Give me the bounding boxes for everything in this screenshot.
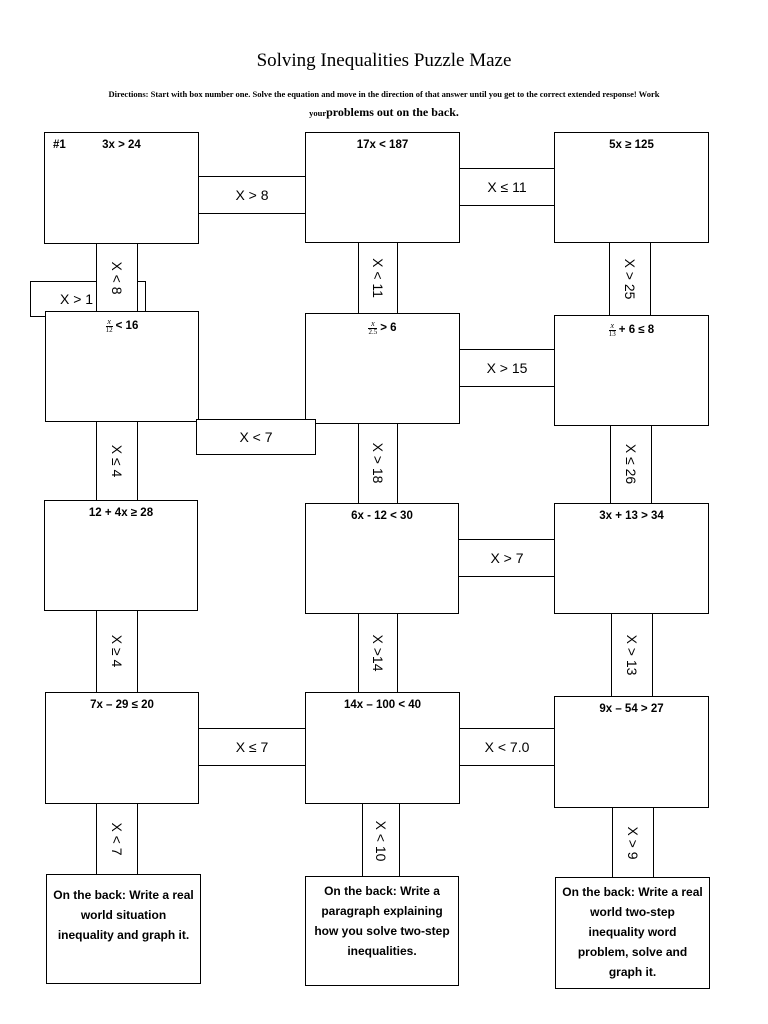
- connector-r1-c1-c2: [197, 176, 307, 214]
- puzzle-box-r4-c1: [45, 692, 199, 804]
- box-equation: 12 + 4x ≥ 28: [88, 507, 154, 519]
- directions-word: your: [309, 108, 327, 118]
- puzzle-box-r2-c3: [554, 315, 709, 426]
- answer-text: On the back: Write a paragraph explaining how you solve two-step inequalities.: [314, 884, 450, 958]
- fraction-denominator: 2.5: [368, 328, 378, 336]
- connector-label: X > 8: [235, 187, 269, 203]
- box-equation: 14x – 100 < 40: [343, 699, 422, 711]
- connector-c3-r3-r4: [611, 612, 653, 697]
- connector-c1-r4-r5: [96, 802, 138, 876]
- puzzle-box-r3-c3: [554, 503, 709, 614]
- directions-line-1: Directions: Start with box number one. Solve the equation and move in the direction of that answer until you get to the correct extended response! Work: [108, 89, 660, 99]
- fraction: [368, 320, 377, 336]
- connector-c2-r3-r4: [358, 612, 398, 694]
- connector-label: X < 7: [109, 822, 125, 856]
- puzzle-box-r1-c2: [305, 132, 460, 243]
- puzzle-box-r4-c3: [554, 696, 709, 808]
- connector-r1-c2-c3: [458, 168, 556, 206]
- box-equation: 6x - 12 < 30: [351, 510, 413, 522]
- connector-r3-c2-c3: [458, 539, 556, 577]
- puzzle-box-r3-c1: [44, 500, 198, 611]
- box-equation: > 6: [380, 322, 397, 335]
- connector-label: X < 8: [109, 261, 125, 295]
- box-equation: 17x < 187: [356, 139, 409, 151]
- connector-c2-r1-r2: [358, 241, 398, 315]
- connector-c1-r2-r3: [96, 420, 138, 502]
- box-equation: 3x > 24: [102, 139, 141, 151]
- answer-box-3: [555, 877, 710, 989]
- connector-label: X > 25: [622, 258, 638, 300]
- connector-label: X > 9: [625, 825, 641, 860]
- connector-label: X > 18: [370, 442, 386, 484]
- connector-label: X < 7.0: [484, 739, 530, 755]
- connector-label: X ≤ 7: [235, 739, 269, 755]
- fraction: [106, 318, 113, 334]
- connector-c1-r3-r4: [96, 609, 138, 693]
- fraction: [609, 322, 616, 338]
- puzzle-box-r2-c1: [45, 311, 199, 422]
- connector-c2-r2-r3: [358, 421, 398, 505]
- connector-label: X >14: [370, 634, 386, 672]
- fraction-denominator: 13: [608, 330, 616, 338]
- fraction-denominator: 12: [105, 326, 113, 334]
- answer-text: On the back: Write a real world two-step inequality word problem, solve and graph it.: [562, 885, 703, 979]
- answer-box-2: [305, 876, 459, 986]
- box-equation: 7x – 29 ≤ 20: [90, 699, 154, 711]
- puzzle-box-r2-c2: [305, 313, 460, 424]
- connector-label: X < 10: [373, 820, 389, 861]
- connector-c3-r1-r2: [609, 241, 651, 317]
- connector-r4-c2-c3: [458, 728, 556, 766]
- connector-label: X > 1: [60, 291, 94, 307]
- connector-c3-r4-r5: [612, 806, 654, 879]
- connector-label: X < 7: [239, 429, 273, 445]
- box-equation: < 16: [115, 320, 139, 333]
- puzzle-box-1: [44, 132, 199, 244]
- puzzle-box-r3-c2: [305, 503, 459, 614]
- fraction-numerator: x: [107, 317, 111, 326]
- connector-c1-r1-r2: [96, 242, 138, 314]
- connector-label: X > 15: [486, 360, 528, 376]
- connector-label: X > 7: [490, 550, 524, 566]
- fraction-numerator: x: [368, 320, 377, 329]
- connector-c3-r2-r3: [610, 423, 652, 505]
- page-title: Solving Inequalities Puzzle Maze: [256, 50, 512, 71]
- answer-text: On the back: Write a real world situation inequality and graph it.: [53, 888, 194, 942]
- connector-label: X ≤ 11: [487, 179, 527, 195]
- connector-r2-c1-c2: [196, 419, 316, 455]
- answer-box-1: [46, 874, 201, 984]
- box-equation: + 6 ≤ 8: [618, 324, 655, 337]
- puzzle-box-r4-c2: [305, 692, 460, 804]
- connector-r4-c1-c2: [197, 728, 307, 766]
- fraction-numerator: x: [610, 321, 615, 330]
- box-equation: 5x ≥ 125: [609, 139, 654, 151]
- connector-label: X ≤ 26: [623, 443, 639, 485]
- connector-c2-r4-r5: [362, 803, 400, 878]
- box-equation: 9x – 54 > 27: [599, 703, 664, 715]
- connector-label: X ≥ 4: [109, 634, 125, 668]
- box-equation: 3x + 13 > 34: [599, 510, 664, 522]
- connector-r2-c2-c3: [458, 349, 556, 387]
- puzzle-box-r1-c3: [554, 132, 709, 243]
- directions-text: problems out on the back.: [326, 105, 459, 119]
- directions-line-2: [0, 103, 768, 121]
- box-number: #1: [53, 139, 66, 151]
- connector-label: X > 13: [624, 634, 640, 675]
- connector-label: X < 11: [370, 258, 386, 298]
- connector-label: X ≤ 4: [109, 444, 125, 478]
